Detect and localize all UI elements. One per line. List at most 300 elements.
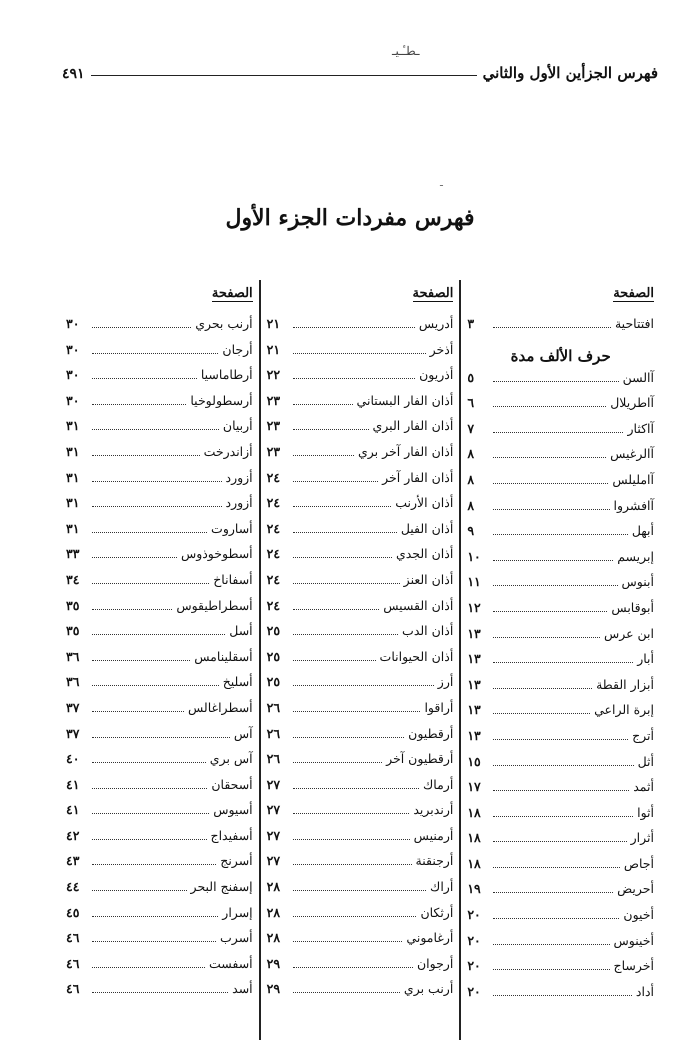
entry-page: ٢٤ [266,520,281,536]
entry-word: أخيون [623,907,654,923]
entry-word: أذان الدب [402,623,454,639]
index-entry [267,726,454,752]
entry-word: أذان الفار البستاني [356,392,454,408]
entry-word: أراك [430,879,454,895]
leader-dots [293,685,434,686]
entry-page: ٨ [467,446,475,462]
entry-word: افتتاحية [614,316,654,331]
index-entry [467,395,654,421]
entry-page: ١٥ [467,753,481,769]
entry-word: ابن عرس [603,625,654,641]
leader-dots [293,864,412,865]
index-entry [467,370,654,396]
index-entry [267,802,454,828]
entry-word: آاطريلال [610,395,654,411]
leader-dots [293,404,353,405]
entry-word: أرقطيون [408,725,454,741]
entry-page: ٨ [467,497,475,513]
entry-word: أسد [232,981,253,997]
entry-page: ٣٤ [65,571,80,587]
index-entry [267,546,454,572]
entry-page: ٤١ [65,802,80,818]
leader-dots [293,941,403,942]
index-entry [267,367,454,393]
entry-page: ٢٥ [266,648,281,664]
entry-word: أرنب بحري [195,316,253,331]
entry-list [461,316,660,1009]
entry-word: آالسن [622,369,654,385]
entry-word: أسفست [208,955,253,971]
entry-page: ٥ [467,369,475,385]
index-entry [66,521,253,547]
entry-page: ٣ [467,316,475,331]
entry-word: أجاص [623,855,654,871]
entry-page: ١٨ [467,830,481,846]
index-entry [467,498,654,524]
entry-page: ٣٧ [65,725,80,741]
entry-word: أربيان [222,418,253,434]
entry-word: أرطاماسيا [200,367,253,383]
entry-word: أذان الأرنب [395,495,454,511]
entry-word: أذان الحيوانات [379,648,454,664]
leader-dots [92,864,216,865]
index-entry [467,933,654,959]
entry-word: أرغاموني [406,930,454,946]
index-entry [66,956,253,982]
leader-dots [293,634,398,635]
entry-word: أبنوس [621,574,654,590]
page-title: فهرس مفردات الجزء الأول [225,205,475,231]
entry-page: ٣١ [65,520,80,536]
entry-page: ٢٠ [467,907,481,923]
entry-word: أساروت [211,520,253,536]
entry-page: ٤٥ [65,904,80,920]
index-entry [267,674,454,700]
index-entry [267,572,454,598]
entry-page: ١٣ [467,676,481,692]
index-entry [66,777,253,803]
entry-word: أزاندرخت [203,443,253,459]
index-entry [267,777,454,803]
entry-page: ٢٠ [467,932,481,948]
entry-page: ٤٣ [65,853,80,869]
entry-page: ٢٠ [467,983,481,999]
leader-dots [493,765,633,766]
leader-dots [293,660,376,661]
index-entry [267,521,454,547]
index-entry [267,623,454,649]
entry-page: ٢٥ [266,674,281,690]
index-entry [66,674,253,700]
leader-dots [493,381,618,382]
entry-page: ٣٥ [65,597,80,613]
index-entry [467,626,654,652]
index-entry [467,958,654,984]
entry-page: ١٩ [467,881,481,897]
entry-page: ٢٣ [266,392,281,408]
entry-word: إسفنج البحر [190,879,253,895]
entry-word: أرز [437,674,454,690]
entry-word: أبزار القطة [596,676,654,692]
index-entry [66,546,253,572]
leader-dots [92,711,184,712]
leader-dots [92,967,205,968]
entry-word: أسحقان [211,776,253,792]
entry-page: ٣٠ [65,367,80,383]
leader-dots [293,737,405,738]
entry-page: ٢٤ [266,469,281,485]
index-entry [267,956,454,982]
leader-dots [92,685,219,686]
leader-dots [92,327,191,328]
leader-dots [493,534,627,535]
entry-page: ٨ [467,471,475,487]
leader-dots [293,839,410,840]
entry-page: ١١ [467,574,481,590]
index-entry [66,726,253,752]
index-entry [66,316,253,342]
leader-dots [493,483,608,484]
leader-dots [493,969,609,970]
index-entry [467,549,654,575]
index-entry [267,751,454,777]
leader-dots [293,557,392,558]
entry-word: أسفاناخ [213,571,253,587]
leader-dots [293,813,410,814]
leader-dots [493,841,626,842]
entry-page: ٢٣ [266,443,281,459]
header-ornament: ـطـٔـیـ [392,44,420,58]
entry-list [261,316,460,1007]
index-entry [267,342,454,368]
entry-page: ٣٣ [65,546,80,562]
leader-dots [493,867,620,868]
entry-page: ٢٤ [266,546,281,562]
leader-dots [92,429,219,430]
entry-word: أذان الجدي [395,546,454,562]
index-entry [66,598,253,624]
leader-dots [493,509,609,510]
entry-page: ١٨ [467,804,481,820]
header-title: فهرس الجزأين الأول والثاني [482,64,658,82]
leader-dots [92,583,209,584]
index-entry [267,495,454,521]
leader-dots [493,637,600,638]
entry-page: ٣٦ [65,674,80,690]
leader-dots [493,816,633,817]
index-entry [66,905,253,931]
entry-word: أرثكان [420,904,454,920]
entry-page: ١٠ [467,548,481,564]
entry-word: أسقلينامس [194,648,253,664]
entry-word: أسليخ [222,674,253,690]
index-entry [66,418,253,444]
leader-dots [92,455,200,456]
entry-page: ٤٦ [65,930,80,946]
entry-page: ٦ [467,395,475,411]
entry-word: أدريس [418,316,454,331]
index-entry [66,393,253,419]
leader-dots [92,660,190,661]
entry-page: ٤٢ [65,827,80,843]
entry-word: إبرة الراعي [594,702,654,718]
leader-dots [493,585,617,586]
entry-page: ٤٦ [65,981,80,997]
entry-page: ٩ [467,523,475,539]
entry-word: أرنب بري [403,981,454,997]
index-entry [267,598,454,624]
entry-page: ١٣ [467,625,481,641]
index-entry [467,421,654,447]
entry-page: ٢٨ [266,904,281,920]
index-column-2 [259,280,460,1040]
leader-dots [92,634,225,635]
leader-dots [92,532,207,533]
entry-word: أداد [635,983,654,999]
entry-page: ٢١ [266,341,281,357]
index-entry [267,393,454,419]
intro-entry [467,316,654,342]
index-entry [467,907,654,933]
index-entry [267,828,454,854]
entry-page: ١٧ [467,779,481,795]
leader-dots [293,429,369,430]
entry-page: ٣٧ [65,699,80,715]
entry-word: أزورد [225,469,253,485]
entry-word: أرجنقنة [415,853,454,869]
index-entry [267,700,454,726]
entry-word: أذريون [419,367,454,383]
leader-dots [92,609,172,610]
entry-word: أذخر [429,341,454,357]
leader-dots [92,481,222,482]
index-column-1 [459,280,660,1040]
leader-dots [493,790,629,791]
entry-page: ٣٠ [65,341,80,357]
entry-page: ٤٦ [65,955,80,971]
index-entry [66,853,253,879]
entry-page: ٢٨ [266,879,281,895]
entry-word: إبريسم [617,548,654,564]
leader-dots [493,688,592,689]
index-entry [267,981,454,1007]
entry-page: ٢٧ [266,802,281,818]
leader-dots [92,353,218,354]
index-entry [267,418,454,444]
index-entry [467,677,654,703]
entry-page: ٢٠ [467,958,481,974]
entry-word: أسرنج [220,853,253,869]
section-heading: حرف الألف مدة [510,346,611,365]
leader-dots [293,353,426,354]
leader-dots [293,609,380,610]
index-entry [66,828,253,854]
index-entry [66,700,253,726]
entry-word: أخينوس [613,932,654,948]
index-entry [467,728,654,754]
leader-dots [293,992,400,993]
leader-dots [92,890,187,891]
column-header: الصفحة [211,286,253,301]
leader-dots [293,327,415,328]
entry-word: آس [233,725,253,741]
leader-dots [92,404,186,405]
leader-dots [493,944,609,945]
leader-dots [293,762,382,763]
index-entry [66,470,253,496]
entry-page: ٢٨ [266,930,281,946]
entry-word: أثل [637,753,654,769]
leader-dots [493,560,613,561]
leader-dots [293,583,400,584]
entry-word: أذان الفار آخر [382,469,454,485]
entry-page: ٣١ [65,495,80,511]
entry-word: أرمنيس [413,827,454,843]
leader-dots [493,892,613,893]
entry-page: ١٣ [467,702,481,718]
entry-page: ١٣ [467,651,481,667]
index-entry [467,702,654,728]
entry-page: ٢٩ [266,981,281,997]
running-header [62,58,658,82]
index-entry [66,981,253,1007]
leader-dots [92,557,177,558]
leader-dots [293,378,415,379]
leader-dots [493,918,619,919]
entry-word: أسرب [220,930,253,946]
leader-dots [493,457,606,458]
entry-word: إسرار [222,904,253,920]
entry-word: أرجوان [416,955,454,971]
entry-word: أبهل [631,523,654,539]
entry-page: ٢٧ [266,853,281,869]
entry-page: ٢٤ [266,571,281,587]
entry-page: ١٣ [467,727,481,743]
index-entry [267,470,454,496]
entry-word: أرجان [222,341,253,357]
page-number: ٤٩١ [62,66,85,82]
entry-page: ٢٢ [266,367,281,383]
leader-dots [92,788,207,789]
entry-page: ٣٥ [65,623,80,639]
leader-dots [293,788,419,789]
index-entry [467,754,654,780]
index-entry [267,930,454,956]
leader-dots [92,941,216,942]
entry-word: آافشروا [613,497,654,513]
leader-dots [92,762,206,763]
entry-page: ٤١ [65,776,80,792]
entry-page: ٢٦ [266,725,281,741]
entry-word: أترج [632,727,654,743]
entry-page: ٢٤ [266,495,281,511]
index-entry [66,930,253,956]
leader-dots [293,455,354,456]
entry-page: ٢٧ [266,776,281,792]
entry-word: أرقطيون آخر [386,751,454,767]
index-entry [66,367,253,393]
entry-word: أبوقابس [611,599,654,615]
leader-dots [493,406,606,407]
entry-list [60,316,259,1007]
entry-page: ٢٤ [266,597,281,613]
leader-dots [293,506,392,507]
index-entry [267,444,454,470]
entry-word: أثوا [637,804,654,820]
header-rule [91,75,477,76]
index-entry [267,905,454,931]
entry-page: ٢١ [266,316,281,331]
entry-page: ٣٠ [65,316,80,331]
leader-dots [92,506,222,507]
leader-dots [293,711,421,712]
entry-page: ٢٣ [266,418,281,434]
entry-word: أذان الفار البري [372,418,454,434]
leader-dots [293,532,397,533]
index-entry [467,472,654,498]
entry-word: أرماك [423,776,454,792]
index-column-3 [60,280,259,1040]
index-entry [467,779,654,805]
index-entry [267,316,454,342]
index-entry [467,574,654,600]
entry-page: ٢٥ [266,623,281,639]
index-entry [267,879,454,905]
entry-word: أسطراغالس [187,699,253,715]
leader-dots [493,662,633,663]
entry-page: ٢٦ [266,699,281,715]
print-mark: ـ [440,178,443,189]
entry-word: أرسطولوخيا [190,392,253,408]
leader-dots [493,432,623,433]
leader-dots [92,378,197,379]
entry-page: ٤٠ [65,751,80,767]
entry-word: أذان الفيل [400,520,454,536]
entry-word: أسطوخوذوس [180,546,253,562]
leader-dots [92,839,207,840]
entry-page: ١٨ [467,855,481,871]
leader-dots [92,916,218,917]
index-entry [467,600,654,626]
index-entry [267,649,454,675]
index-entry [267,853,454,879]
index-entry [66,802,253,828]
entry-word: أبار [637,651,654,667]
leader-dots [493,611,607,612]
column-header: الصفحة [412,286,454,301]
entry-word: أسفيداج [210,827,253,843]
entry-word: أذان الفار آخر بري [358,443,454,459]
entry-page: ٣١ [65,418,80,434]
entry-page: ٢٧ [266,827,281,843]
index-entry [467,805,654,831]
entry-word: أراقوا [424,699,454,715]
index-entry [66,751,253,777]
index-entry [66,444,253,470]
entry-word: أزورد [225,495,253,511]
index-entry [467,984,654,1010]
entry-page: ٢٦ [266,751,281,767]
leader-dots [293,890,426,891]
column-header: الصفحة [613,286,654,301]
entry-word: أخرساج [613,958,654,974]
index-entry [66,623,253,649]
leader-dots [493,739,628,740]
entry-word: أذان العنز [403,571,454,587]
index-entry [467,523,654,549]
leader-dots [493,995,632,996]
index-entry [467,856,654,882]
